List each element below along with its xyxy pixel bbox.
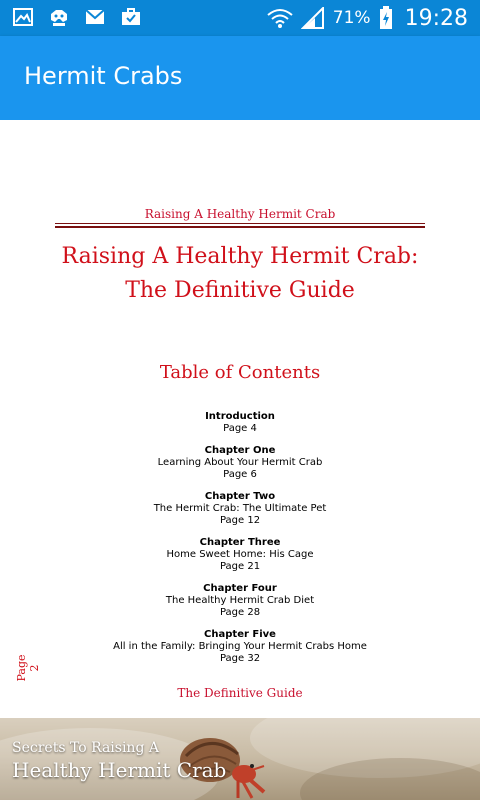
document-title [0, 240, 480, 308]
title-line-1: Raising A Healthy Hermit Crab: [61, 244, 419, 269]
toc-entry-title: Chapter Four [203, 583, 277, 594]
banner-text-line-2: Healthy Hermit Crab [12, 758, 227, 782]
toc-entry-subtitle: All in the Family: Bringing Your Hermit Crabs Home [113, 641, 367, 652]
notification-icons [12, 6, 142, 28]
header-rule-thick [55, 226, 425, 228]
toc-entry-introduction [0, 411, 480, 435]
toc-entry-page: Page 12 [219, 515, 261, 526]
wifi-icon [267, 7, 293, 29]
toc-entry-chapter-two [0, 491, 480, 527]
toc-entry-chapter-one [0, 445, 480, 481]
toc-entry-chapter-five [0, 629, 480, 665]
document-footer-text: The Definitive Guide [177, 686, 303, 700]
document-page[interactable] [0, 120, 480, 718]
system-icons [267, 4, 468, 32]
banner-text-line-1: Secrets To Raising A [12, 740, 159, 756]
page-number-label: Page 2 [15, 654, 41, 682]
toc-entry-subtitle: The Hermit Crab: The Ultimate Pet [153, 503, 327, 514]
toc-entry-title: Introduction [205, 411, 275, 422]
signal-icon [301, 7, 325, 29]
toc-entry-title: Chapter One [204, 445, 276, 456]
app-bar [0, 36, 480, 120]
briefcase-check-icon [120, 6, 142, 28]
toc-entry-subtitle: Home Sweet Home: His Cage [166, 549, 314, 560]
toc-entry-chapter-three [0, 537, 480, 573]
table-of-contents [0, 411, 480, 675]
toc-entry-page: Page 21 [219, 561, 261, 572]
toc-entry-subtitle: The Healthy Hermit Crab Diet [165, 595, 315, 606]
toc-entry-page: Page 32 [219, 653, 261, 664]
title-line-2: The Definitive Guide [125, 278, 355, 303]
gmail-icon [84, 6, 106, 28]
toc-entry-title: Chapter Two [204, 491, 276, 502]
game-controller-icon [48, 6, 70, 28]
toc-entry-page: Page 4 [223, 423, 257, 434]
header-rule [55, 223, 425, 224]
battery-charging-icon [379, 6, 393, 30]
ad-banner[interactable] [0, 718, 480, 800]
gallery-icon [12, 6, 34, 28]
toc-entry-title: Chapter Three [199, 537, 281, 548]
toc-entry-title: Chapter Five [204, 629, 276, 640]
clock: 19:28 [404, 5, 468, 31]
status-bar [0, 0, 480, 36]
toc-entry-chapter-four [0, 583, 480, 619]
toc-heading: Table of Contents [159, 362, 321, 383]
toc-entry-page: Page 28 [219, 607, 261, 618]
battery-percent: 71% [332, 8, 371, 28]
toc-entry-subtitle: Learning About Your Hermit Crab [157, 457, 323, 468]
toc-entry-page: Page 6 [223, 469, 257, 480]
app-title: Hermit Crabs [24, 62, 183, 90]
document-header-text: Raising A Healthy Hermit Crab [144, 207, 336, 221]
